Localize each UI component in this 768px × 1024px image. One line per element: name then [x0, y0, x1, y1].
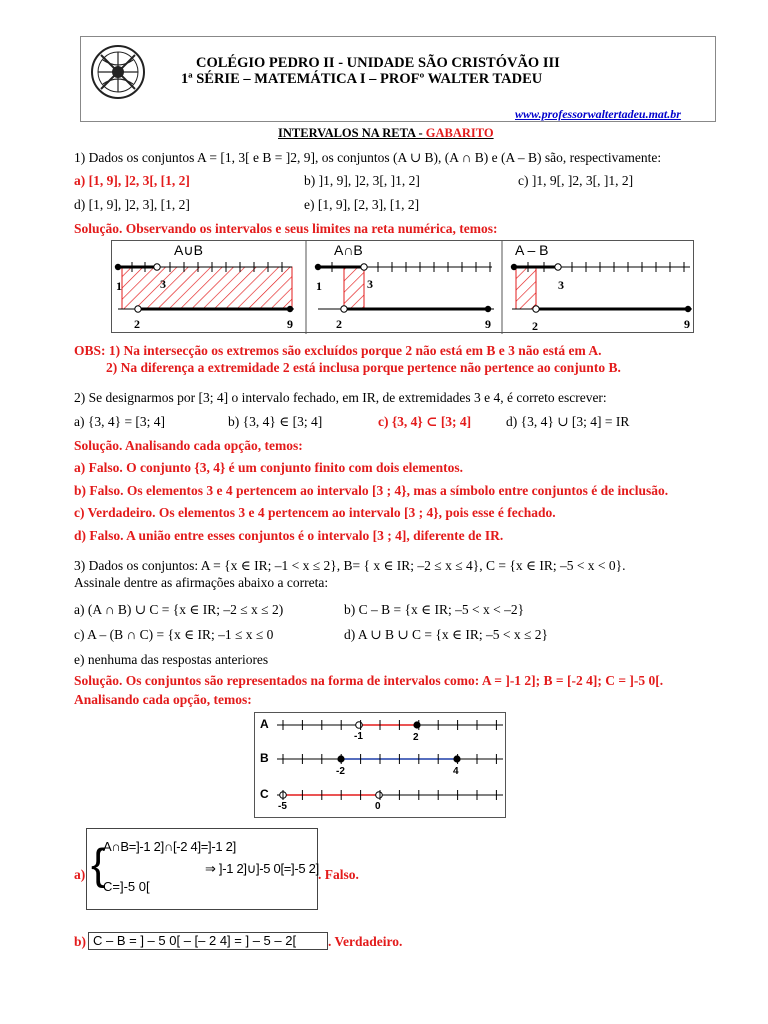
p1-two: 2	[134, 317, 140, 331]
p2-two: 2	[336, 317, 342, 331]
q2-option-a: a) {3, 4} = [3; 4]	[74, 414, 166, 429]
q1-obs2: 2) Na diferença a extremidade 2 está inclusa porque pertence não pertence ao conjunto B.	[106, 360, 621, 375]
a-minus-one: -1	[354, 731, 363, 742]
c-minus-five: -5	[278, 801, 287, 812]
q1-number-line-figure	[111, 240, 694, 333]
p3-nine: 9	[684, 317, 690, 331]
q2-option-d: d) {3, 4} ∪ [3; 4] = IR	[506, 414, 630, 429]
school-name: COLÉGIO PEDRO II - UNIDADE SÃO CRISTÓVÃO III	[196, 55, 560, 71]
row-a-label: A	[260, 717, 269, 731]
ans-b-mathbox	[88, 932, 328, 950]
row-b-label: B	[260, 751, 269, 765]
p3-two: 2	[532, 319, 538, 333]
q3-statement-line2: Assinale dentre as afirmações abaixo a correta:	[74, 575, 329, 590]
c-zero: 0	[375, 801, 381, 812]
q2-option-b: b) {3, 4} ∈ [3; 4]	[228, 414, 323, 429]
q3-number-line-figure	[254, 712, 506, 818]
q1-obs1: OBS: 1) Na intersecção os extremos são excluídos porque 2 não está em B e 3 não está em A.	[74, 343, 602, 358]
q2-solution-a: a) Falso. O conjunto {3, 4} é um conjunto finito com dois elementos.	[74, 460, 464, 475]
difference-label: A – B	[515, 242, 549, 258]
p1-nine: 9	[287, 317, 293, 331]
ans-b-verdict: . Verdadeiro.	[328, 934, 403, 949]
intersection-label: A∩B	[334, 242, 363, 258]
b-minus-two: -2	[336, 766, 345, 777]
q1-option-d: d) [1, 9], ]2, 3], [1, 2]	[74, 197, 190, 212]
q3-option-b: b) C – B = {x ∈ IR; –5 < x < –2}	[344, 602, 525, 617]
p2-one: 1	[316, 279, 322, 293]
q1-solution: Solução. Observando os intervalos e seus limites na reta numérica, temos:	[74, 221, 498, 236]
q2-option-c: c) {3, 4} ⊂ [3; 4]	[378, 414, 472, 429]
q3-option-c: c) A – (B ∩ C) = {x ∈ IR; –1 ≤ x ≤ 0	[74, 627, 274, 642]
ans-a-line1: A∩B=]-1 2]∩[-2 4]=]-1 2]	[103, 839, 236, 854]
ans-a-line2: C=]-5 0[	[103, 879, 150, 894]
p1-three: 3	[160, 277, 166, 291]
q2-solution-c: c) Verdadeiro. Os elementos 3 e 4 pertencem ao intervalo [3 ; 4}, pois esse é fechado.	[74, 505, 556, 520]
q1-option-e: e) [1, 9], [2, 3], [1, 2]	[304, 197, 420, 212]
colegio-emblem-icon	[89, 43, 147, 101]
union-label: A∪B	[174, 242, 203, 258]
b-four: 4	[453, 766, 459, 777]
course-line: 1ª SÉRIE – MATEMÁTICA I – PROFº WALTER TADEU	[181, 71, 543, 87]
q3-option-e: e) nenhuma das respostas anteriores	[74, 652, 269, 667]
row-c-label: C	[260, 787, 269, 801]
q1-statement: 1) Dados os conjuntos A = [1, 3[ e B = ]2, 9], os conjuntos (A ∪ B), (A ∩ B) e (A – B) são, respectivamente:	[74, 150, 662, 165]
p2-three: 3	[367, 277, 373, 291]
q3-solution-line2: Analisando cada opção, temos:	[74, 692, 252, 707]
p1-one: 1	[116, 279, 122, 293]
q3-statement-line1: 3) Dados os conjuntos: A = {x ∈ IR; –1 < x ≤ 2}, B= { x ∈ IR; –2 ≤ x ≤ 4}, C = {x ∈ IR; –5 < x < 0}.	[74, 558, 626, 573]
q1-option-a: a) [1, 9], ]2, 3[, [1, 2]	[74, 173, 190, 188]
ans-a-result: ⇒ ]-1 2]∪]-5 0[=]-5 2]	[205, 861, 319, 876]
q2-statement: 2) Se designarmos por [3; 4] o intervalo fechado, em IR, de extremidades 3 e 4, é correto escrever:	[74, 390, 607, 405]
q2-solution-d: d) Falso. A união entre esses conjuntos é o intervalo [3 ; 4], diferente de IR.	[74, 528, 504, 543]
website-link[interactable]: www.professorwaltertadeu.mat.br	[515, 107, 681, 121]
q2-solution-b: b) Falso. Os elementos 3 e 4 pertencem ao intervalo [3 ; 4}, mas a símbolo entre conjuntos é de inclusão.	[74, 483, 669, 498]
q3-solution-line1: Solução. Os conjuntos são representados na forma de intervalos como: A = ]-1 2]; B = [-2 4]; C = ]-5 0[.	[74, 673, 664, 688]
p3-three: 3	[558, 278, 564, 292]
ans-b-expression: C – B = ] – 5 0[ – [– 2 4] = ] – 5 – 2[	[93, 933, 297, 948]
ans-a-mathbox	[86, 828, 318, 910]
header-box	[80, 36, 716, 122]
ans-b-label: b)	[74, 934, 87, 949]
left-brace: {	[91, 840, 106, 889]
q3-number-lines	[255, 713, 507, 819]
title-suffix: GABARITO	[425, 126, 494, 140]
page-title	[278, 126, 494, 141]
q3-option-d: d) A ∪ B ∪ C = {x ∈ IR; –5 < x ≤ 2}	[344, 627, 548, 642]
ans-a-label: a)	[74, 867, 86, 882]
q2-solution: Solução. Analisando cada opção, temos:	[74, 438, 303, 453]
q3-option-a: a) (A ∩ B) ∪ C = {x ∈ IR; –2 ≤ x ≤ 2)	[74, 602, 284, 617]
title-main: INTERVALOS NA RETA -	[278, 126, 426, 140]
p2-nine: 9	[485, 317, 491, 331]
q1-option-b: b) ]1, 9], ]2, 3[, ]1, 2]	[304, 173, 420, 188]
q1-option-c: c) ]1, 9[, ]2, 3[, ]1, 2]	[518, 173, 634, 188]
a-two: 2	[413, 732, 419, 743]
ans-a-verdict: . Falso.	[318, 867, 359, 882]
